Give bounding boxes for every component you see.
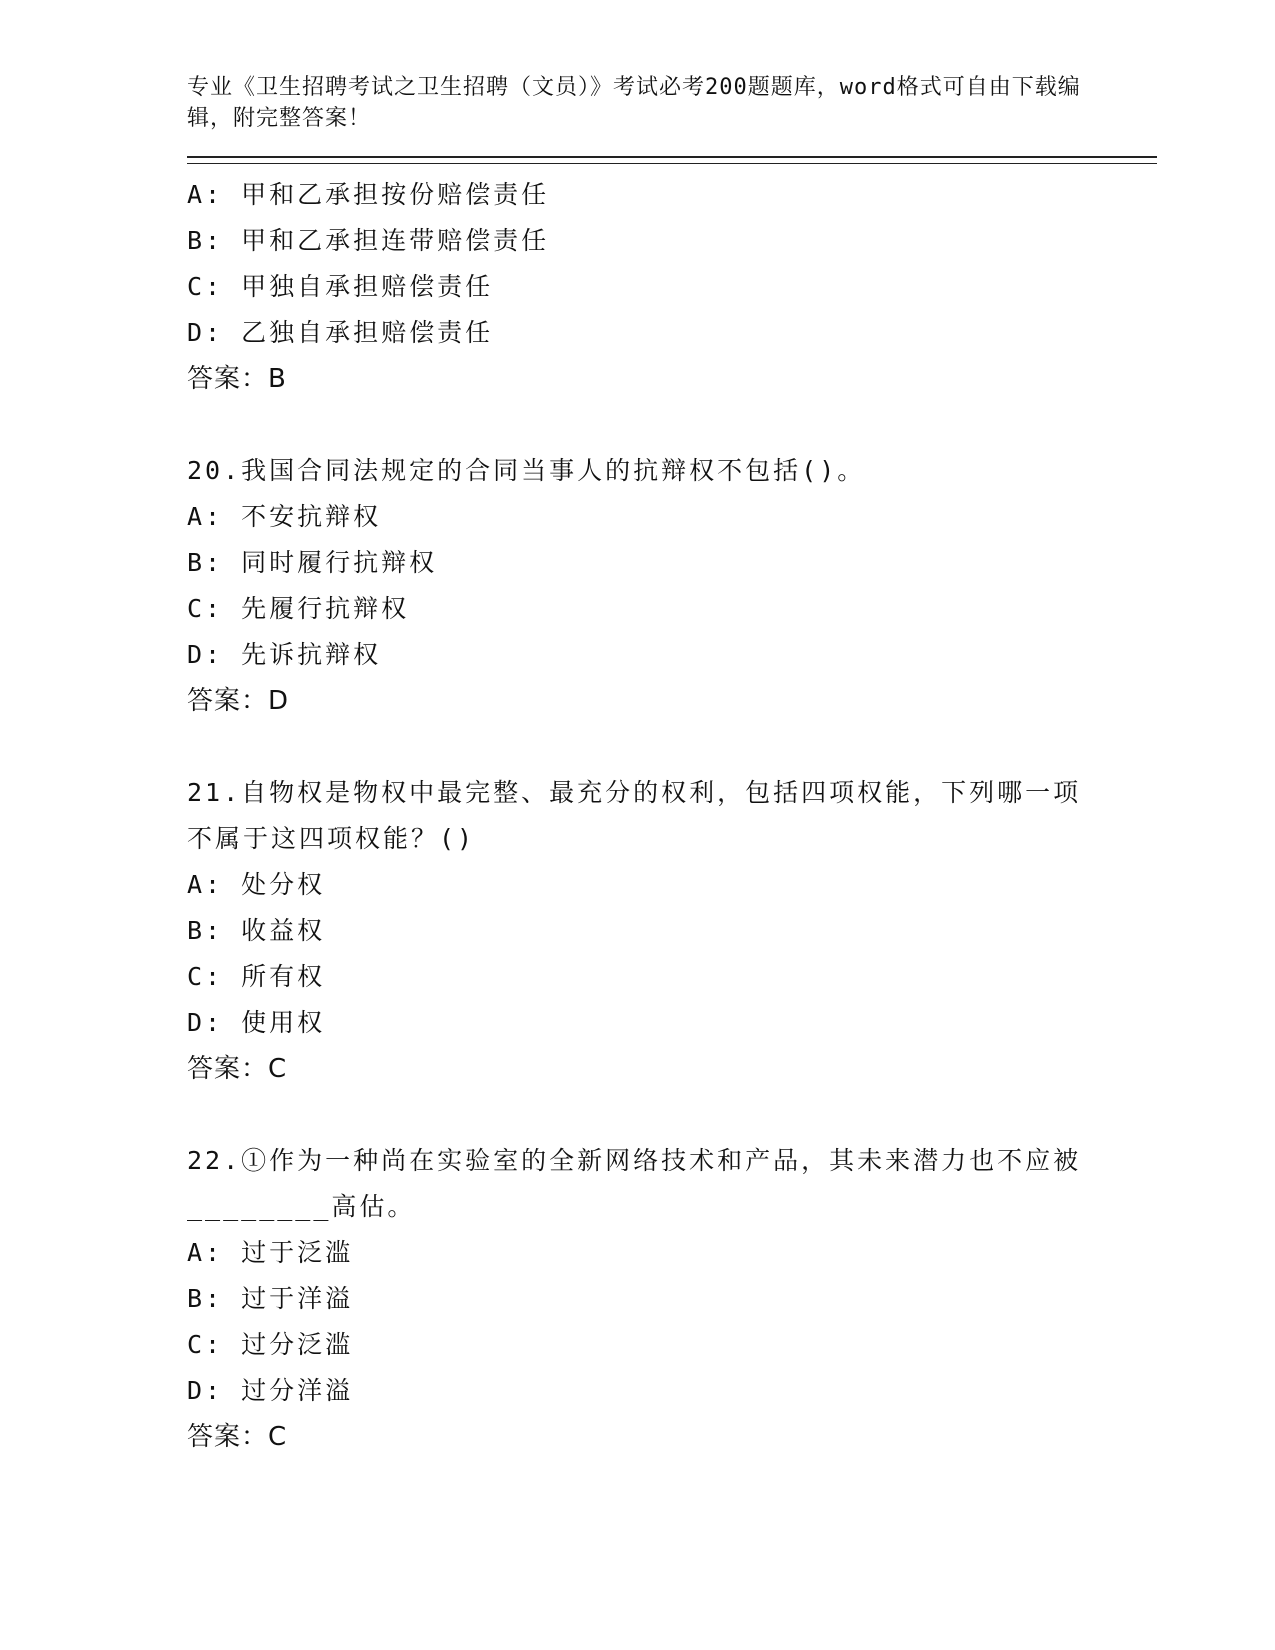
option-d: D: 乙独自承担赔偿责任 <box>187 318 494 347</box>
option-b: B: 同时履行抗辩权 <box>187 548 438 577</box>
question-22 <box>187 1138 1157 1460</box>
question-text: 22.①作为一种尚在实验室的全新网络技术和产品，其未来潜力也不应被________高估。 <box>187 1146 1082 1221</box>
option-c: C: 过分泛滥 <box>187 1330 354 1359</box>
question-text: 21.自物权是物权中最完整、最充分的权利，包括四项权能，下列哪一项不属于这四项权能？() <box>187 778 1082 853</box>
document-page <box>187 72 1157 1460</box>
question-21 <box>187 770 1157 1092</box>
question-20 <box>187 448 1157 724</box>
option-d: D: 使用权 <box>187 1008 326 1037</box>
option-a: A: 甲和乙承担按份赔偿责任 <box>187 180 550 209</box>
answer-line: 答案：D <box>187 686 290 716</box>
document-header: 专业《卫生招聘考试之卫生招聘（文员）》考试必考200题题库，word格式可自由下载编辑，附完整答案！ <box>187 75 1081 131</box>
answer-line: 答案：C <box>187 1054 288 1084</box>
option-c: C: 先履行抗辩权 <box>187 594 410 623</box>
option-a: A: 不安抗辩权 <box>187 502 382 531</box>
option-b: B: 过于洋溢 <box>187 1284 354 1313</box>
continued-question <box>187 172 1157 402</box>
question-text: 20.我国合同法规定的合同当事人的抗辩权不包括()。 <box>187 456 866 485</box>
option-a: A: 过于泛滥 <box>187 1238 354 1267</box>
option-b: B: 甲和乙承担连带赔偿责任 <box>187 226 550 255</box>
answer-line: 答案：C <box>187 1422 288 1452</box>
header-divider <box>187 156 1157 164</box>
option-c: C: 甲独自承担赔偿责任 <box>187 272 494 301</box>
option-c: C: 所有权 <box>187 962 326 991</box>
answer-line: 答案：B <box>187 364 287 394</box>
option-a: A: 处分权 <box>187 870 326 899</box>
option-d: D: 先诉抗辩权 <box>187 640 382 669</box>
option-d: D: 过分洋溢 <box>187 1376 354 1405</box>
option-b: B: 收益权 <box>187 916 326 945</box>
